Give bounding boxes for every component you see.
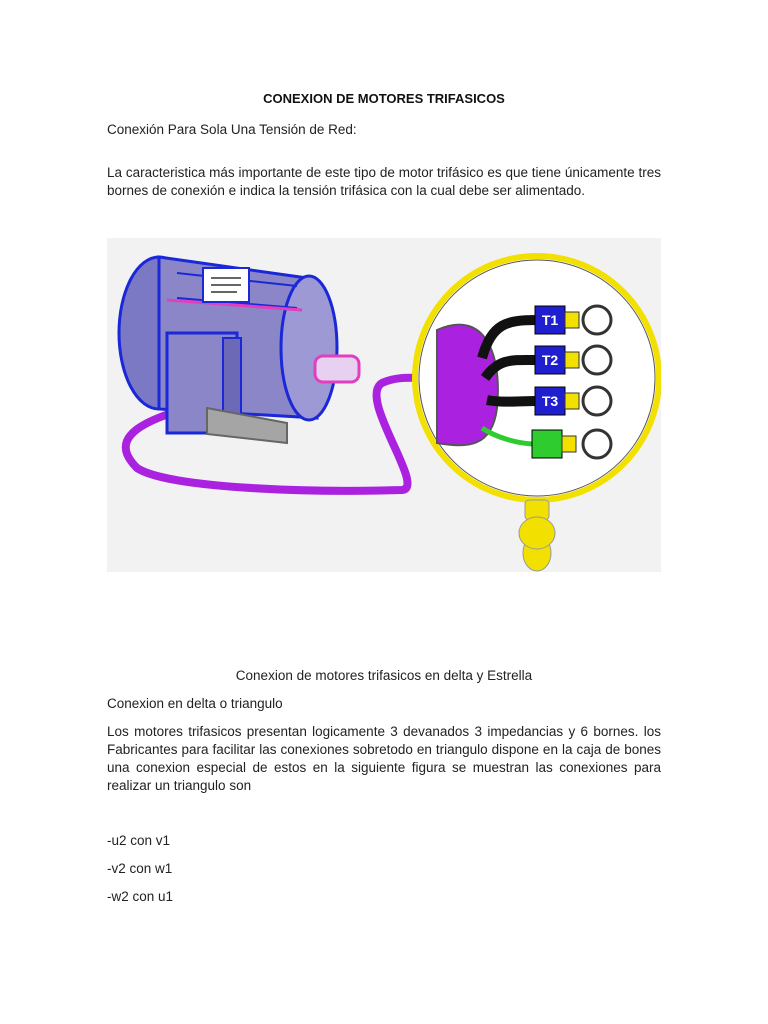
subtitle: Conexión Para Sola Una Tensión de Red: bbox=[107, 122, 357, 137]
delta-heading: Conexion en delta o triangulo bbox=[107, 696, 283, 711]
terminal-label-t3: T3 bbox=[541, 393, 559, 409]
terminal-label-t1: T1 bbox=[541, 312, 559, 328]
intro-paragraph: La caracteristica más importante de este tipo de motor trifásico es que tiene únicamente tres bornes de conexión e indica la tensión trifásica con la cual debe ser alimentado. bbox=[107, 165, 661, 198]
motor-connection-illustration bbox=[107, 238, 661, 572]
terminal-label-t2: T2 bbox=[541, 352, 559, 368]
magnifier-loupe bbox=[415, 256, 659, 571]
document-title: CONEXION DE MOTORES TRIFASICOS bbox=[263, 91, 505, 106]
connection-item: -v2 con w1 bbox=[107, 861, 173, 876]
connection-item: -u2 con v1 bbox=[107, 833, 171, 848]
connection-item: -w2 con u1 bbox=[107, 889, 174, 904]
delta-paragraph: Los motores trifasicos presentan logicamente 3 devanados 3 impedancias y 6 bornes. los Fabricantes para facilitar las conexiones sobretodo en triangulo dispone en la caja de bones una conexion especial de estos en la siguiente figura se muestran las conexiones para realizar un triangulo son bbox=[107, 724, 661, 793]
section-heading: Conexion de motores trifasicos en delta y Estrella bbox=[235, 668, 533, 683]
